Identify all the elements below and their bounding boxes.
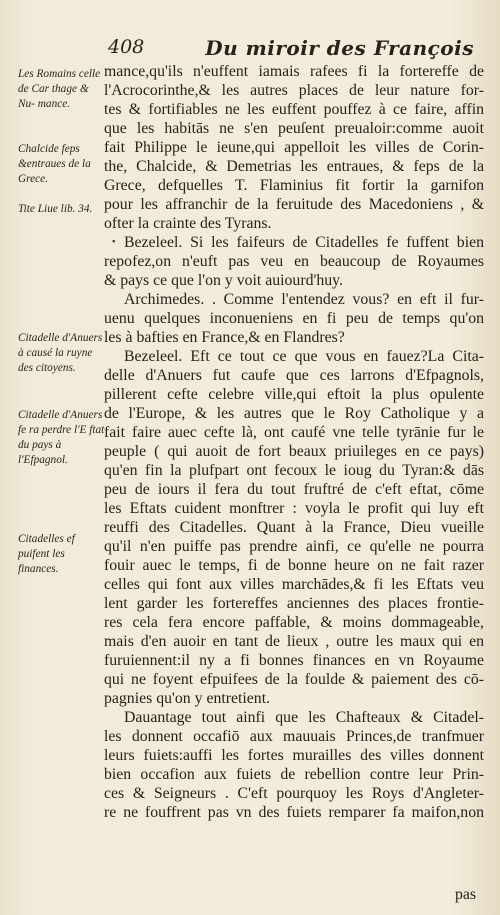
text-line: Archimedes. . Comme l'entendez vous? en eft il fur- bbox=[124, 291, 484, 308]
text-line: les donnent occafiō aux mauuais Princes,de tranfmuer bbox=[104, 728, 484, 745]
text-line: les à bafties en France,& en Flandres? bbox=[104, 329, 345, 346]
text-line: de l'Europe, & les autres que le Roy Catholique y a bbox=[104, 405, 484, 422]
margin-note: Chalcide feps &entraues de la Grece. bbox=[18, 143, 91, 185]
margin-note: Les Romains celle de Car thage & Nu- mance. bbox=[18, 68, 101, 110]
text-line: Grece, defquelles T. Flaminius fit fortir la garnifon bbox=[104, 177, 484, 194]
main-text bbox=[104, 62, 484, 822]
text-line: bien occafion aux fuiets de rebellion contre leur Prin- bbox=[104, 766, 484, 783]
text-line: the, Chalcide, & Demetrias les entraues, & feps de la bbox=[104, 158, 484, 175]
text-line: re ne fouffrent pas vn des fuiets remparer fa maifon,non bbox=[104, 804, 484, 821]
text-line: • Bezeleel. Si les faifeurs de Citadelles fe fuffent bien bbox=[104, 233, 484, 252]
page-header bbox=[108, 36, 480, 60]
margin-note: Citadelle d'Anuers à causé la ruyne des citoyens. bbox=[18, 332, 103, 374]
text-line: pillerent cefte celebre ville,qui eftoit la plus opulente bbox=[104, 386, 484, 403]
text-line: tes & fortifiables ne les euffent pouffez à ce faire, affin bbox=[104, 101, 484, 118]
text-line: peuple ( qui auoit de fort beaux priuileges en ce pays) bbox=[104, 443, 484, 460]
text-line: celles qui font aux villes marchādes,& fi les Eftats veu bbox=[104, 576, 484, 593]
text-line: uenu quelques inconueniens en fi peu de temps qu'on bbox=[104, 310, 484, 327]
text-line: ces & Seigneurs . C'eft pourquoy les Roys d'Angleter- bbox=[104, 785, 484, 802]
text-line: peu de iours il fera du tout fruftré de c'eft eftat, cōme bbox=[104, 481, 484, 498]
text-line: qu'en fin la plufpart ont fecoux le ioug du Tyran:& dās bbox=[104, 462, 484, 479]
margin-note: Citadelles ef puifent les finances. bbox=[18, 533, 75, 575]
text-line: lent garder les fortereffes anciennes des places frontie- bbox=[104, 595, 484, 612]
text-line: reuffi des Citadelles. Quant à la France, Dieu vueille bbox=[104, 519, 484, 536]
text-line: pagnies qu'on y entretient. bbox=[104, 690, 271, 707]
text-line: fouir auec le temps, fi de bonne heure on ne fait razer bbox=[104, 557, 484, 574]
text-line: Dauantage tout ainfi que les Chafteaux & Citadel- bbox=[124, 709, 484, 726]
text-line: qu'il n'en puiffe pas prendre ainfi, ce qu'elle ne pourra bbox=[104, 538, 484, 555]
text-line: mance,qu'ils n'euffent iamais rafees fi la fortereffe de bbox=[104, 63, 484, 80]
catchword: pas bbox=[454, 886, 476, 903]
page-number: 408 bbox=[108, 36, 145, 58]
text-line: que les habitās ne s'en peuſent preualoir:comme auoit bbox=[104, 120, 484, 137]
text-line: ofter la crainte des Tyrans. bbox=[104, 215, 272, 232]
text-line: furuiennent:il ny a fi bonnes finances en vn Royaume bbox=[104, 652, 484, 669]
text-line: & pays ce que l'on y voit auiourd'huy. bbox=[104, 272, 343, 289]
margin-note: Tite Liue lib. 34. bbox=[18, 203, 93, 215]
margin-note: Citadelle d'Anuers fe ra perdre l'E ftat du pays à l'Efpagnol. bbox=[18, 409, 105, 466]
text-line: fait Philippe le ieune,qui appelloit les villes de Corin- bbox=[104, 139, 484, 156]
text-line: delle d'Anuers fut caufe que ces larrons d'Efpagnols, bbox=[104, 367, 484, 384]
text-line: fait faire auec cefte là, ont caufé vne telle tyrānie fur le bbox=[104, 424, 484, 441]
text-line: qui ne foyent efpuifees de la foulde & paiement des cō- bbox=[104, 671, 484, 688]
text-line: leurs fuiets:auffi les fortes murailles des villes donnent bbox=[104, 747, 484, 764]
text-line: mais d'en auoir en tant de lieux , outre les maux qui en bbox=[104, 633, 484, 650]
text-line: repofez,on n'euft pas veu en beaucoup de Royaumes bbox=[104, 253, 484, 270]
running-title: Du miroir des François bbox=[205, 36, 474, 60]
text-line: Bezeleel. Eft ce tout ce que vous en fauez?La Cita- bbox=[124, 348, 484, 365]
text-line: pour les affranchir de la feruitude des Macedoniens , & bbox=[104, 196, 484, 213]
text-line: l'Acrocorinthe,& les autres places de leur nature for- bbox=[104, 82, 484, 99]
text-line: res cela fera encore paffable, & moins dommageable, bbox=[104, 614, 484, 631]
text-line: les Eftats cuident monftrer : voyla le profit qui luy eft bbox=[104, 500, 484, 517]
